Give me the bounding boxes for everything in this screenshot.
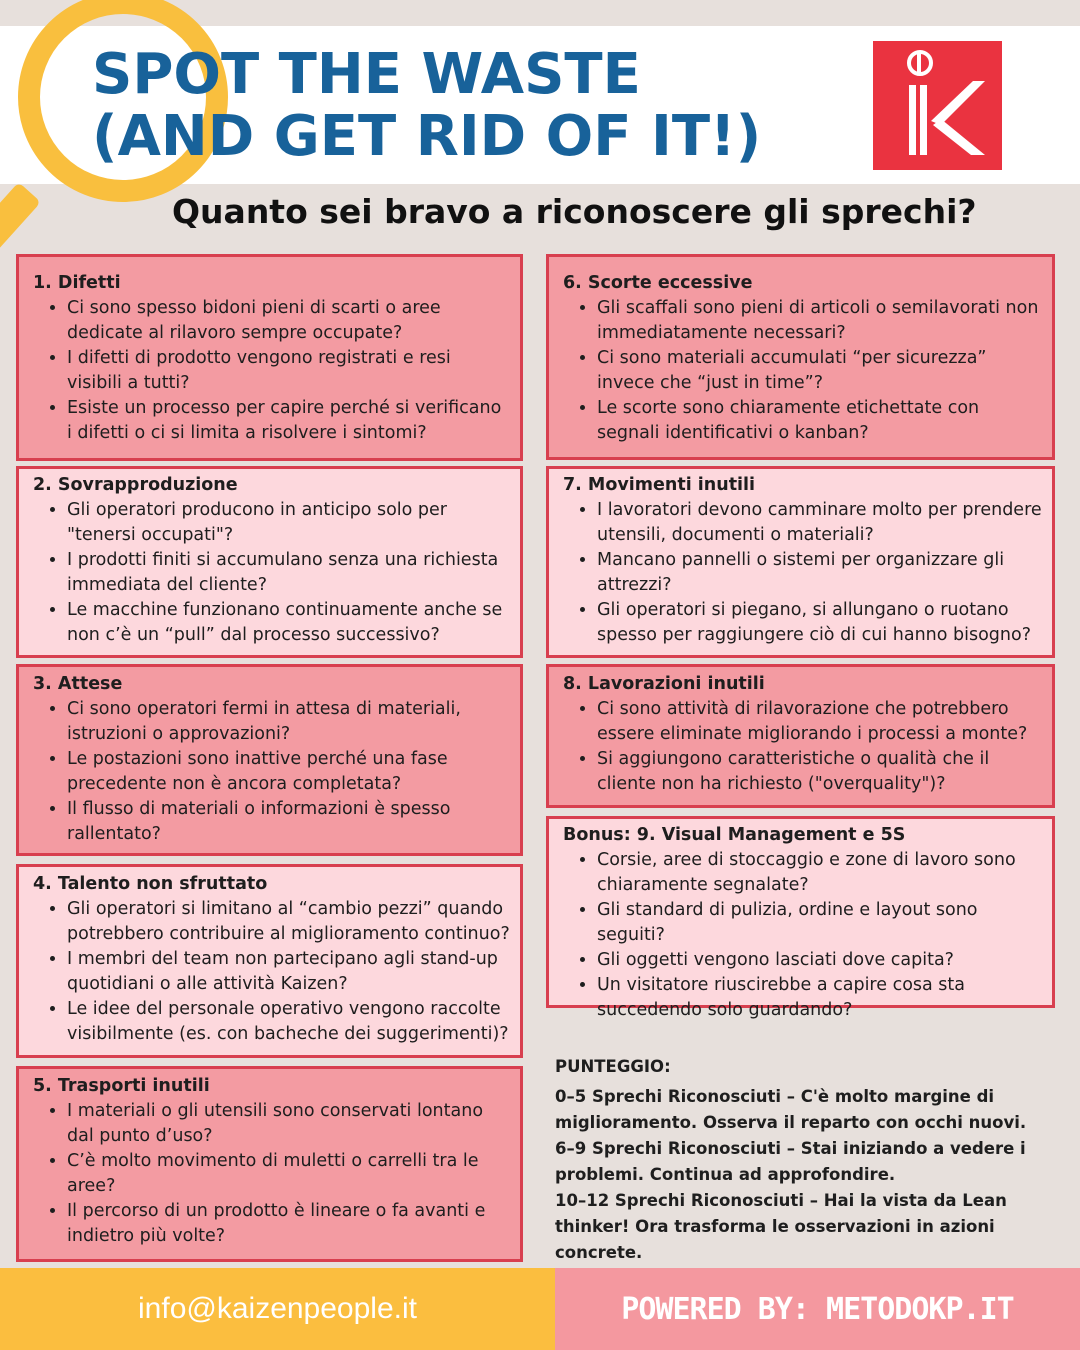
contact-email-link[interactable]: info@kaizenpeople.it	[138, 1292, 417, 1325]
card-list	[33, 697, 510, 847]
kaizen-people-logo-icon	[873, 41, 1002, 170]
card-list	[563, 697, 1042, 797]
card-difetti	[16, 254, 523, 461]
list-item: • Gli operatori producono in anticipo solo per "tenersi occupati"?	[67, 498, 510, 548]
card-lavorazioni-inutili	[546, 664, 1055, 808]
list-item: • Il percorso di un prodotto è lineare o fa avanti e indietro più volte?	[67, 1199, 510, 1249]
list-item: • Ci sono operatori fermi in attesa di materiali, istruzioni o approvazioni?	[67, 697, 510, 747]
footer-email-band	[0, 1268, 555, 1350]
list-item: • I membri del team non partecipano agli stand-up quotidiani o alle attività Kaizen?	[67, 947, 510, 997]
card-title: 3. Attese	[33, 674, 123, 694]
card-title: 8. Lavorazioni inutili	[563, 674, 765, 694]
card-title: 2. Sovrapproduzione	[33, 475, 238, 495]
list-item: • Ci sono spesso bidoni pieni di scarti o aree dedicate al rilavoro sempre occupate?	[67, 296, 510, 346]
card-title: 6. Scorte eccessive	[563, 273, 753, 293]
list-item: • Le scorte sono chiaramente etichettate con segnali identificativi o kanban?	[597, 396, 1042, 446]
list-item: • Le idee del personale operativo vengono raccolte visibilmente (es. con bacheche dei suggerimenti)?	[67, 997, 510, 1047]
title-line-2: (AND GET RID OF IT!)	[92, 104, 762, 169]
score-line: 10–12 Sprechi Riconosciuti – Hai la vista da Lean thinker! Ora trasforma le osservazioni in azioni concrete.	[555, 1191, 1007, 1262]
card-attese	[16, 664, 523, 856]
list-item: • Il flusso di materiali o informazioni è spesso rallentato?	[67, 797, 510, 847]
list-item: • Gli standard di pulizia, ordine e layout sono seguiti?	[597, 898, 1042, 948]
list-item: • Corsie, aree di stoccaggio e zone di lavoro sono chiaramente segnalate?	[597, 848, 1042, 898]
score-heading: PUNTEGGIO:	[555, 1057, 671, 1076]
list-item: • I lavoratori devono camminare molto per prendere utensili, documenti o materiali?	[597, 498, 1042, 548]
card-scorte-eccessive	[546, 254, 1055, 460]
title-line-1: SPOT THE WASTE	[92, 42, 641, 107]
card-movimenti-inutili	[546, 466, 1055, 658]
list-item: • Un visitatore riuscirebbe a capire cosa sta succedendo solo guardando?	[597, 973, 1042, 1023]
card-visual-management-5s	[546, 816, 1055, 1020]
score-line: 6–9 Sprechi Riconosciuti – Stai iniziando a vedere i problemi. Continua ad approfondire.	[555, 1139, 1026, 1184]
list-item: • C’è molto movimento di muletti o carrelli tra le aree?	[67, 1149, 510, 1199]
card-talento-non-sfruttato	[16, 864, 523, 1058]
score-section	[555, 1054, 1065, 1266]
list-item: • Mancano pannelli o sistemi per organizzare gli attrezzi?	[597, 548, 1042, 598]
card-list	[33, 296, 510, 446]
list-item: • Le macchine funzionano continuamente anche se non c’è un “pull” dal processo successivo?	[67, 598, 510, 648]
page-title	[92, 44, 761, 168]
footer-powered-band	[555, 1268, 1080, 1350]
card-list	[563, 296, 1042, 446]
list-item: • Esiste un processo per capire perché si verificano i difetti o ci si limita a risolvere i sintomi?	[67, 396, 510, 446]
list-item: • Le postazioni sono inattive perché una fase precedente non è ancora completata?	[67, 747, 510, 797]
list-item: • Ci sono attività di rilavorazione che potrebbero essere eliminate migliorando i processi a monte?	[597, 697, 1042, 747]
card-list	[33, 1099, 510, 1249]
list-item: • Gli oggetti vengono lasciati dove capita?	[597, 948, 1042, 973]
list-item: • Si aggiungono caratteristiche o qualità che il cliente non ha richiesto ("overquality")?	[597, 747, 1042, 797]
list-item: • Gli operatori si limitano al “cambio pezzi” quando potrebbero contribuire al miglioramento continuo?	[67, 897, 510, 947]
list-item: • I difetti di prodotto vengono registrati e resi visibili a tutti?	[67, 346, 510, 396]
list-item: • Gli scaffali sono pieni di articoli o semilavorati non immediatamente necessari?	[597, 296, 1042, 346]
list-item: • Ci sono materiali accumulati “per sicurezza” invece che “just in time”?	[597, 346, 1042, 396]
card-title: 1. Difetti	[33, 273, 121, 293]
card-list	[563, 498, 1042, 648]
card-trasporti-inutili	[16, 1066, 523, 1262]
card-title: 5. Trasporti inutili	[33, 1076, 210, 1096]
card-list	[563, 848, 1042, 1023]
list-item: • Gli operatori si piegano, si allungano o ruotano spesso per raggiungere ciò di cui hanno bisogno?	[597, 598, 1042, 648]
list-item: • I materiali o gli utensili sono conservati lontano dal punto d’uso?	[67, 1099, 510, 1149]
card-title: 4. Talento non sfruttato	[33, 874, 268, 894]
card-sovrapproduzione	[16, 466, 523, 658]
page-subtitle: Quanto sei bravo a riconoscere gli sprechi?	[172, 192, 977, 231]
score-line: 0–5 Sprechi Riconosciuti – C'è molto margine di miglioramento. Osserva il reparto con occhi nuovi.	[555, 1087, 1027, 1132]
card-list	[33, 897, 510, 1047]
card-title: 7. Movimenti inutili	[563, 475, 756, 495]
card-list	[33, 498, 510, 648]
card-title: Bonus: 9. Visual Management e 5S	[563, 825, 906, 845]
list-item: • I prodotti finiti si accumulano senza una richiesta immediata del cliente?	[67, 548, 510, 598]
powered-by-link[interactable]: POWERED BY: METODOKP.IT	[621, 1291, 1014, 1327]
